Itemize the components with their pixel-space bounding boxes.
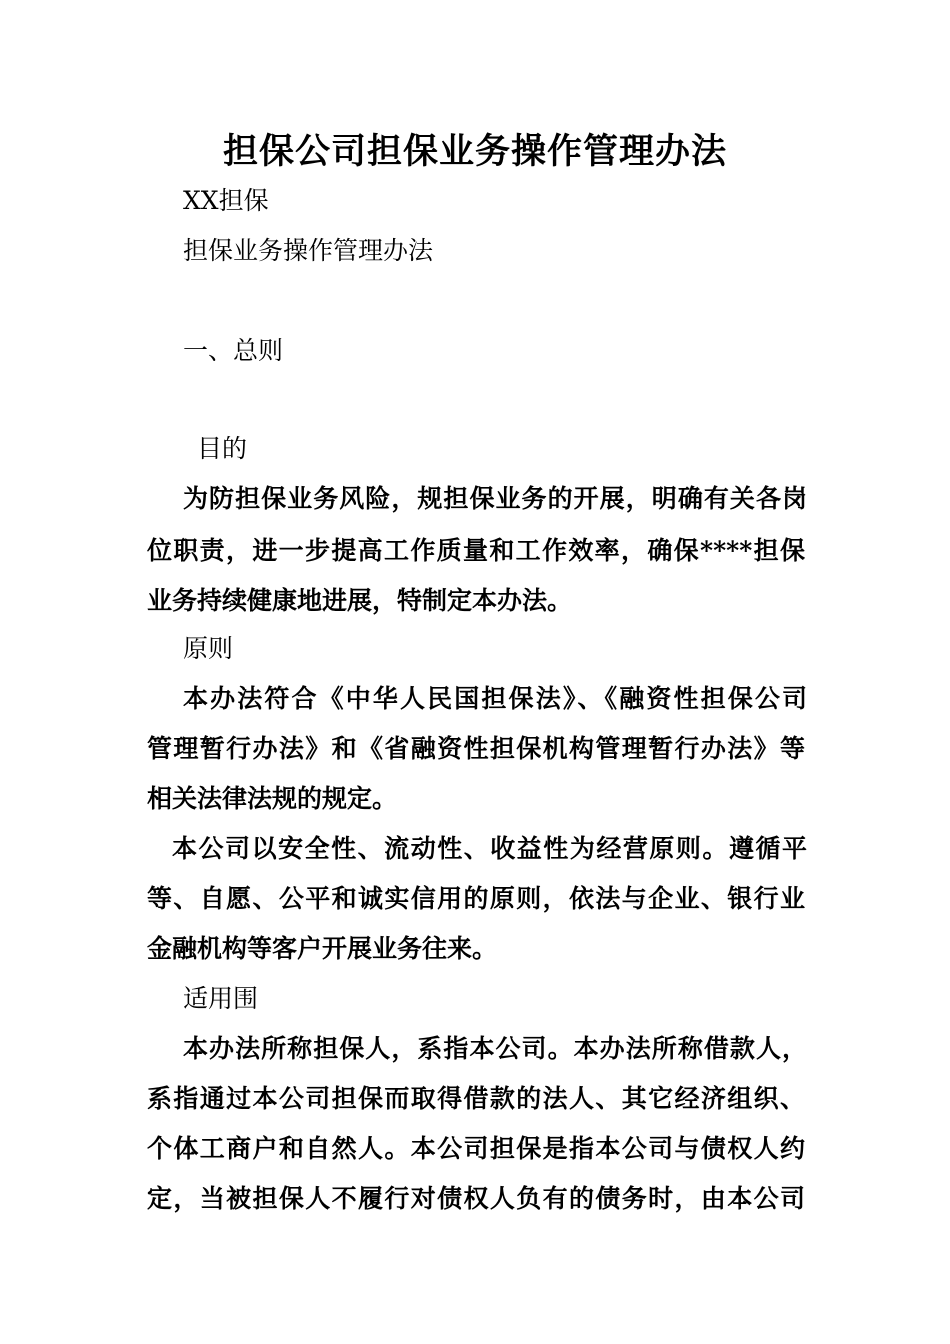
scope-heading: 适用围 [183, 984, 259, 1013]
principle-para2-line-2: 等、自愿、公平和诚实信用的原则，依法与企业、银行业 [147, 884, 805, 913]
section-heading-general: 一、总则 [183, 336, 284, 365]
scope-line-4: 定，当被担保人不履行对债权人负有的债务时，由本公司 [147, 1184, 805, 1213]
purpose-line-1: 为防担保业务风险，规担保业务的开展，明确有关各岗 [183, 484, 807, 513]
scope-line-2: 系指通过本公司担保而取得借款的法人、其它经济组织、 [147, 1084, 805, 1113]
principle-para1-line-2: 管理暂行办法》和《省融资性担保机构管理暂行办法》等 [147, 734, 805, 763]
principle-para2-line-3: 金融机构等客户开展业务往来。 [147, 934, 498, 963]
document-title: 担保公司担保业务操作管理办法 [222, 131, 727, 172]
principle-heading: 原则 [183, 634, 234, 663]
purpose-line-2: 位职责，进一步提高工作质量和工作效率，确保****担保 [147, 536, 805, 565]
scope-line-3: 个体工商户和自然人。本公司担保是指本公司与债权人约 [147, 1134, 805, 1163]
principle-para2-line-1: 本公司以安全性、流动性、收益性为经营原则。遵循平 [172, 834, 807, 863]
document-subtitle: 担保业务操作管理办法 [183, 236, 434, 265]
scope-line-1: 本办法所称担保人，系指本公司。本办法所称借款人， [183, 1034, 807, 1063]
principle-para1-line-1: 本办法符合《中华人民国担保法》、《融资性担保公司 [183, 684, 807, 713]
purpose-heading: 目的 [197, 434, 248, 463]
company-name: XX担保 [183, 186, 269, 215]
purpose-line-3: 业务持续健康地进展，特制定本办法。 [147, 586, 573, 615]
principle-para1-line-3: 相关法律法规的规定。 [147, 784, 398, 813]
